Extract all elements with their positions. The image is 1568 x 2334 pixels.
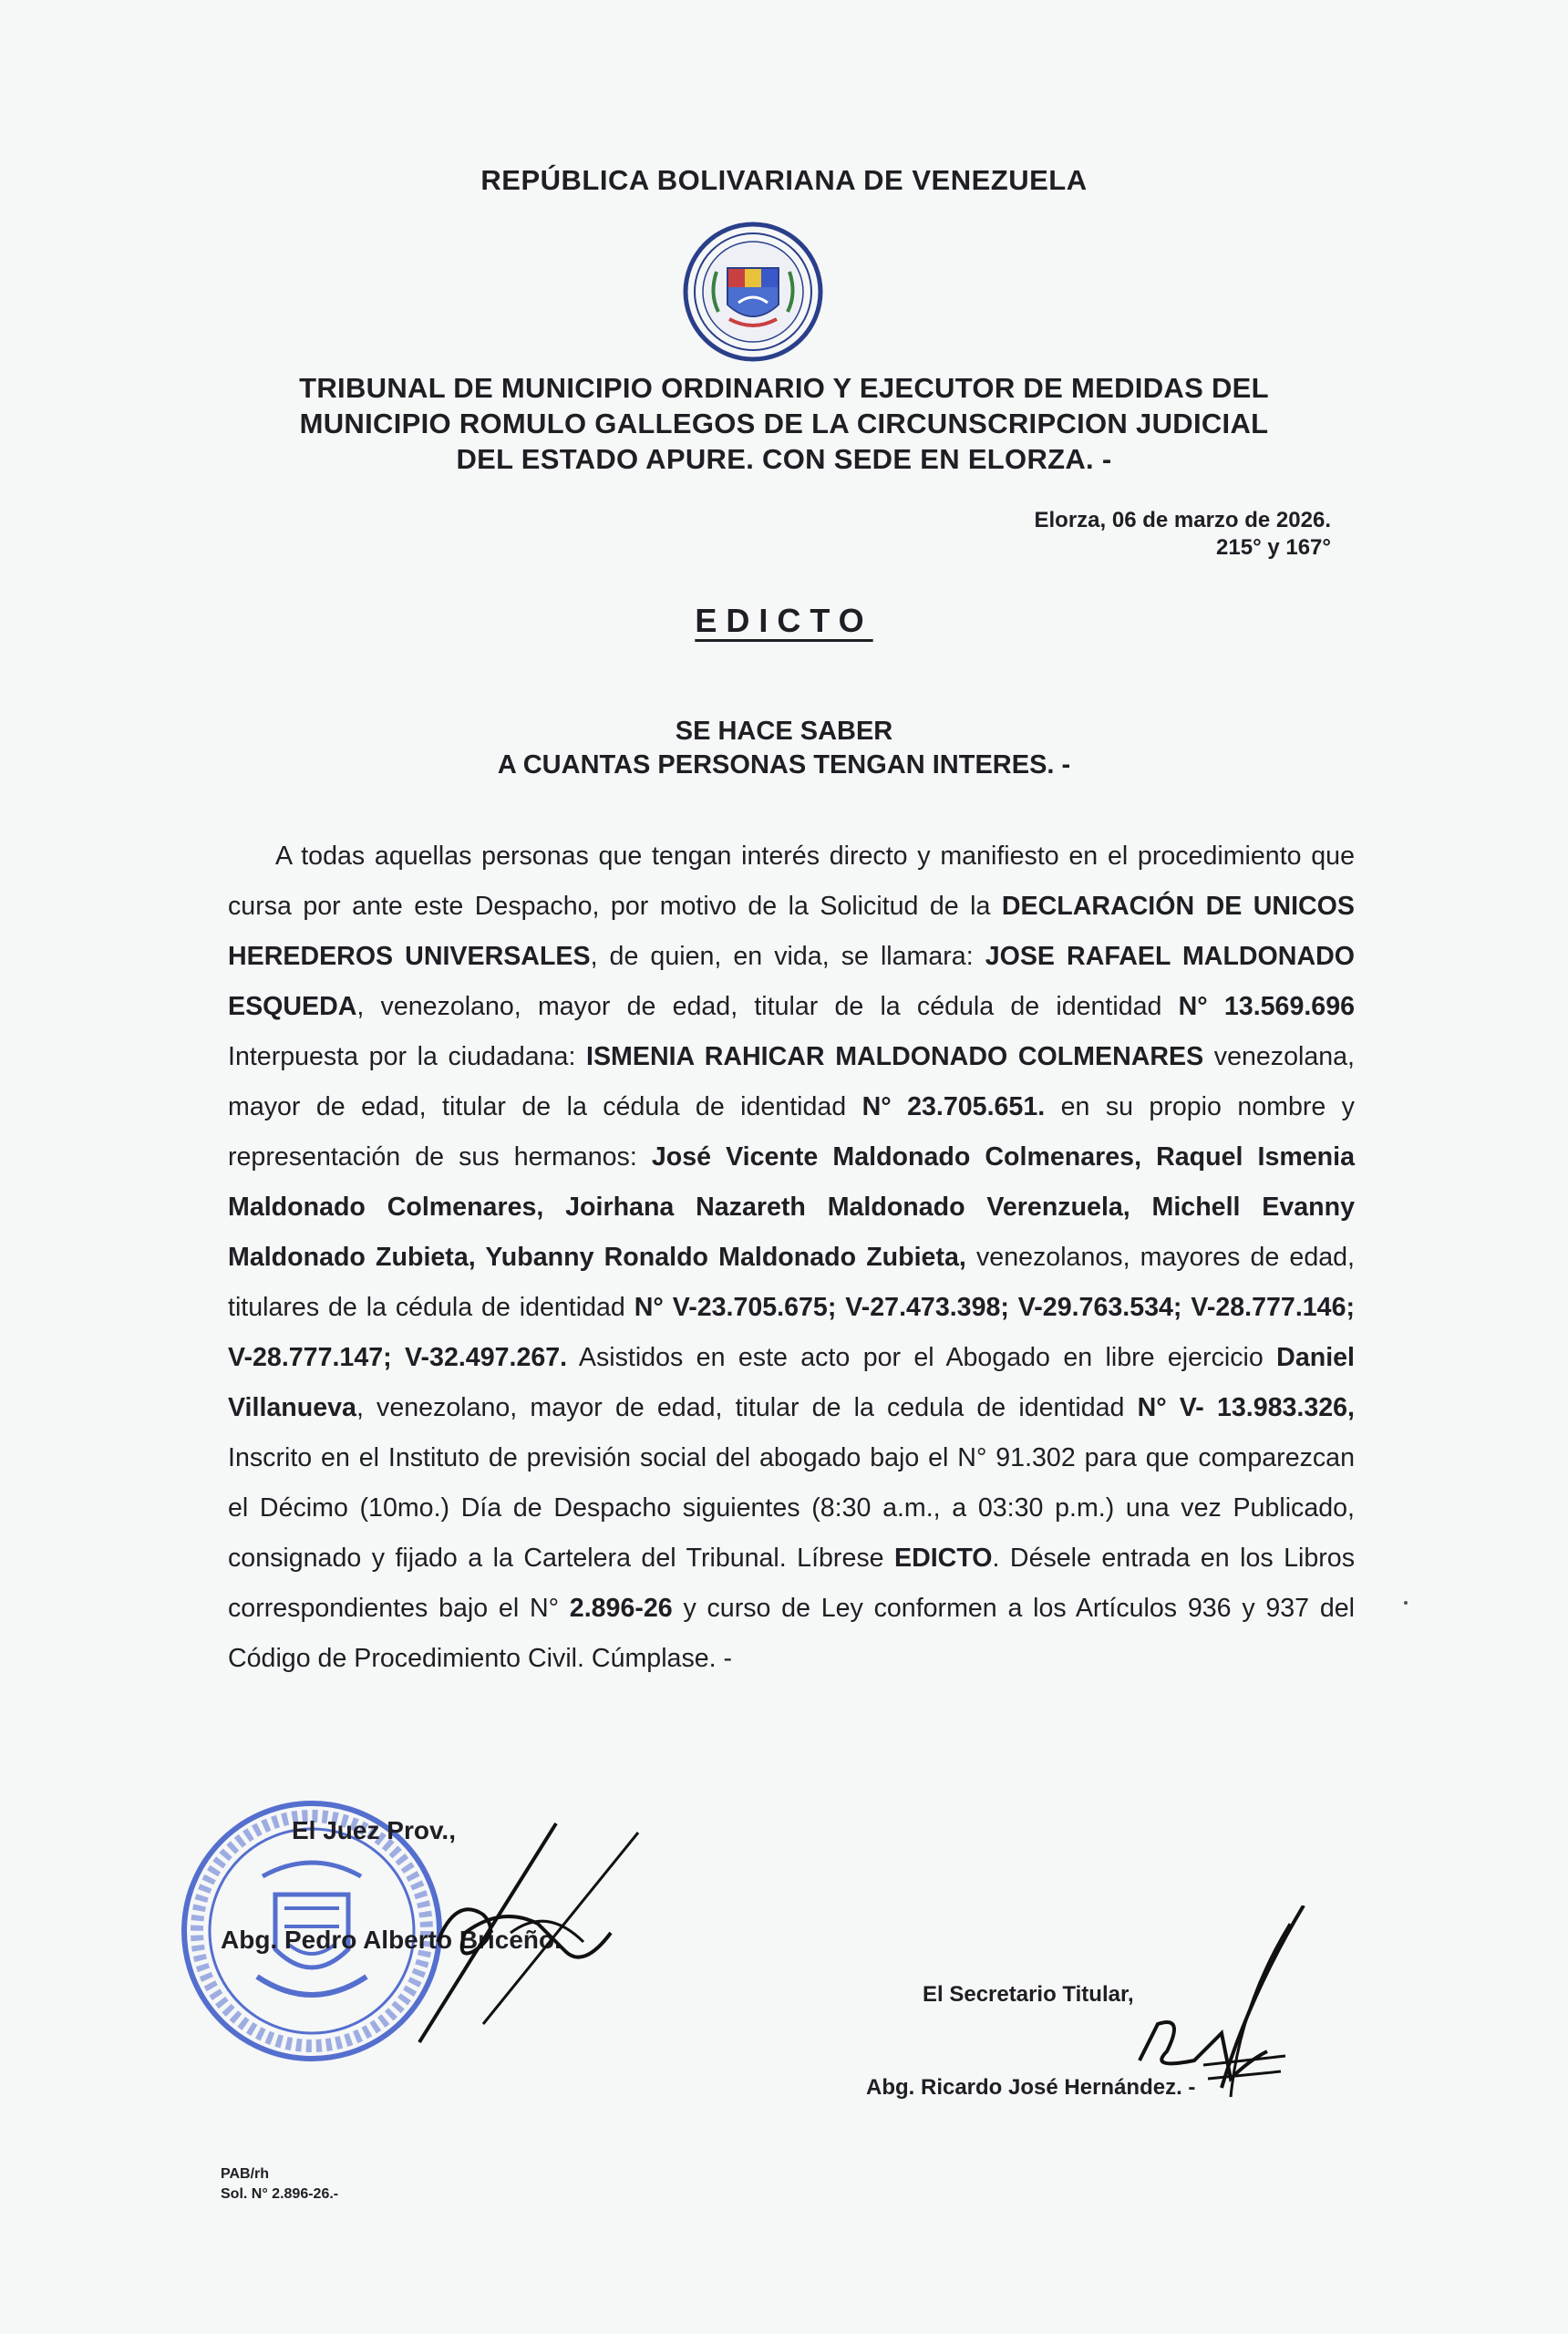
- judge-name: Abg. Pedro Alberto Briceño.: [221, 1926, 562, 1954]
- subtitle-line: A CUANTAS PERSONAS TENGAN INTERES. -: [497, 750, 1071, 780]
- edict-body: [228, 831, 1355, 1684]
- reference-footer: [221, 2164, 338, 2205]
- secretary-signature-icon: [1085, 1905, 1322, 2124]
- judge-signature-icon: [401, 1814, 675, 2051]
- reference-number: Sol. N° 2.896-26.-: [221, 2186, 339, 2202]
- subtitle: [0, 715, 1568, 782]
- date-line: Elorza, 06 de marzo de 2026.: [1034, 508, 1331, 532]
- date-block: [1035, 507, 1332, 562]
- edict-paragraph: A todas aquellas personas que tengan interés directo y manifiesto en el procedimiento que cursa por ante este Despacho, por motivo de la Solicitud de la DECLARACIÓN DE UNICOS HEREDEROS UNIVERSALES, de quien, en vida, se llamara: JOSE RAFAEL MALDONADO ESQUEDA, venezolano, mayor de edad, titular de la cédula de identidad N° 13.569.696 Interpuesta por la ciudadana: ISMENIA RAHICAR MALDONADO COLMENARES venezolana, mayor de edad, titular de la cédula de identidad N° 23.705.651. en su propio nombre y representación de sus hermanos: José Vicente Maldonado Colmenares, Raquel Ismenia Maldonado Colmenares, Joirhana Nazareth Maldonado Verenzuela, Michell Evanny Maldonado Zubieta, Yubanny Ronaldo Maldonado Zubieta, venezolanos, mayores de edad, titulares de la cédula de identidad N° V-23.705.675; V-27.473.398; V-29.763.534; V-28.777.146; V-28.777.147; V-32.497.267. Asistidos en este acto por el Abogado en libre ejercicio Daniel Villanueva, venezolano, mayor de edad, titular de la cedula de identidad N° V- 13.983.326, Inscrito en el Instituto de previsión social del abogado bajo el N° 91.302 para que comparezcan el Décimo (10mo.) Día de Despacho siguientes (8:30 a.m., a 03:30 p.m.) una vez Publicado, consignado y fijado a la Cartelera del Tribunal. Líbrese EDICTO. Désele entrada en los Libros correspondientes bajo el N° 2.896-26 y curso de Ley conformen a los Artículos 936 y 937 del Código de Procedimiento Civil. Cúmplase. -: [228, 842, 1356, 1673]
- tribunal-line: DEL ESTADO APURE. CON SEDE EN ELORZA. -: [456, 443, 1112, 475]
- tribunal-line: TRIBUNAL DE MUNICIPIO ORDINARIO Y EJECUTOR DE MEDIDAS DEL: [299, 372, 1269, 404]
- years-line: 215° y 167°: [1216, 535, 1331, 560]
- republic-heading: REPÚBLICA BOLIVARIANA DE VENEZUELA: [480, 164, 1088, 196]
- judge-title: El Juez Prov.,: [292, 1816, 456, 1844]
- speck: [1404, 1601, 1408, 1605]
- tribunal-line: MUNICIPIO ROMULO GALLEGOS DE LA CIRCUNSCRIPCION JUDICIAL: [299, 408, 1269, 439]
- coat-of-arms-seal-icon: [682, 221, 824, 363]
- tribunal-heading: [0, 370, 1568, 477]
- initials: PAB/rh: [221, 2166, 270, 2182]
- document-title: [0, 602, 1568, 640]
- secretary-title: El Secretario Titular,: [923, 1982, 1134, 2007]
- subtitle-line: SE HACE SABER: [675, 717, 893, 746]
- edicto-title: EDICTO: [695, 602, 873, 639]
- secretary-name: Abg. Ricardo José Hernández. -: [866, 2075, 1196, 2100]
